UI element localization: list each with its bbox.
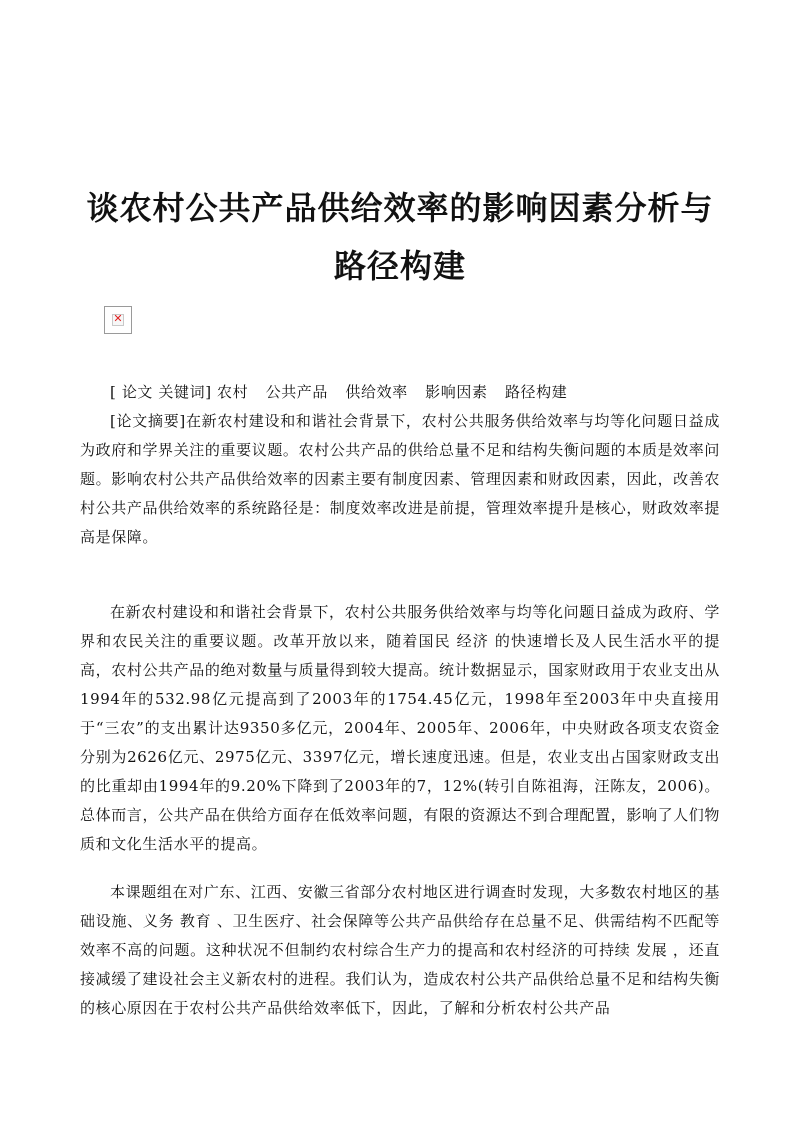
title-line-1: 谈农村公共产品供给效率的影响因素分析与 xyxy=(86,189,714,228)
keyword-item: 农村 xyxy=(217,383,249,401)
keyword-item: 公共产品 xyxy=(265,383,329,401)
document-title xyxy=(60,179,740,295)
abstract xyxy=(80,407,720,552)
title-line-2: 路径构建 xyxy=(333,247,466,286)
keywords-label: [ 论文 关键词] xyxy=(110,383,212,401)
keyword-item: 影响因素 xyxy=(425,383,488,401)
keyword-item: 供给效率 xyxy=(345,383,408,401)
broken-image-icon: ✕ xyxy=(104,306,132,334)
body-paragraph-1: 在新农村建设和和谐社会背景下，农村公共服务供给效率与均等化问题日益成为政府、学界和农民关注的重要议题。改革开放以来，随着国民 经济 的快速增长及人民生活水平的提高，农村公共产品的绝对数量与质量得到较大提高。统计数据显示，国家财政用于农业支出从1994年的532.98亿元提高到了2003年的1754.45亿元，1998年至2003年中央直接用于“三农”的支出累计达9350多亿元，2004年、2005年、2006年，中央财政各项支农资金分别为2626亿元、2975亿元、3397亿元，增长速度迅速。但是，农业支出占国家财政支出的比重却由1994年的9.20%下降到了2003年的7，12%(转引自陈祖海，汪陈友，2006)。总体而言，公共产品在供给方面存在低效率问题，有限的资源达不到合理配置，影响了人们物质和文化生活水平的提高。 xyxy=(80,603,720,853)
keywords-line xyxy=(80,378,720,407)
abstract-paragraph: [论文摘要]在新农村建设和和谐社会背景下，农村公共服务供给效率与均等化问题日益成为政府和学界关注的重要议题。农村公共产品的供给总量不足和结构失衡问题的本质是效率问题。影响农村公共产品供给效率的因素主要有制度因素、管理因素和财政因素，因此，改善农村公共产品供给效率的系统路径是：制度效率改进是前提，管理效率提升是核心，财政效率提高是保障。 xyxy=(80,412,720,546)
body-section-1 xyxy=(80,598,720,859)
keyword-item: 路径构建 xyxy=(504,383,568,401)
body-paragraph-2: 本课题组在对广东、江西、安徽三省部分农村地区进行调查时发现，大多数农村地区的基础设施、义务 教育 、卫生医疗、社会保障等公共产品供给存在总量不足、供需结构不匹配等效率不高的问题。这种状况不但制约农村综合生产力的提高和农村经济的可持续 发展 ，还直接减缓了建设社会主义新农村的进程。我们认为，造成农村公共产品供给总量不足和结构失衡的核心原因在于农村公共产品供给效率低下，因此，了解和分析农村公共产品 xyxy=(80,883,720,1017)
body-section-2 xyxy=(80,878,720,1023)
